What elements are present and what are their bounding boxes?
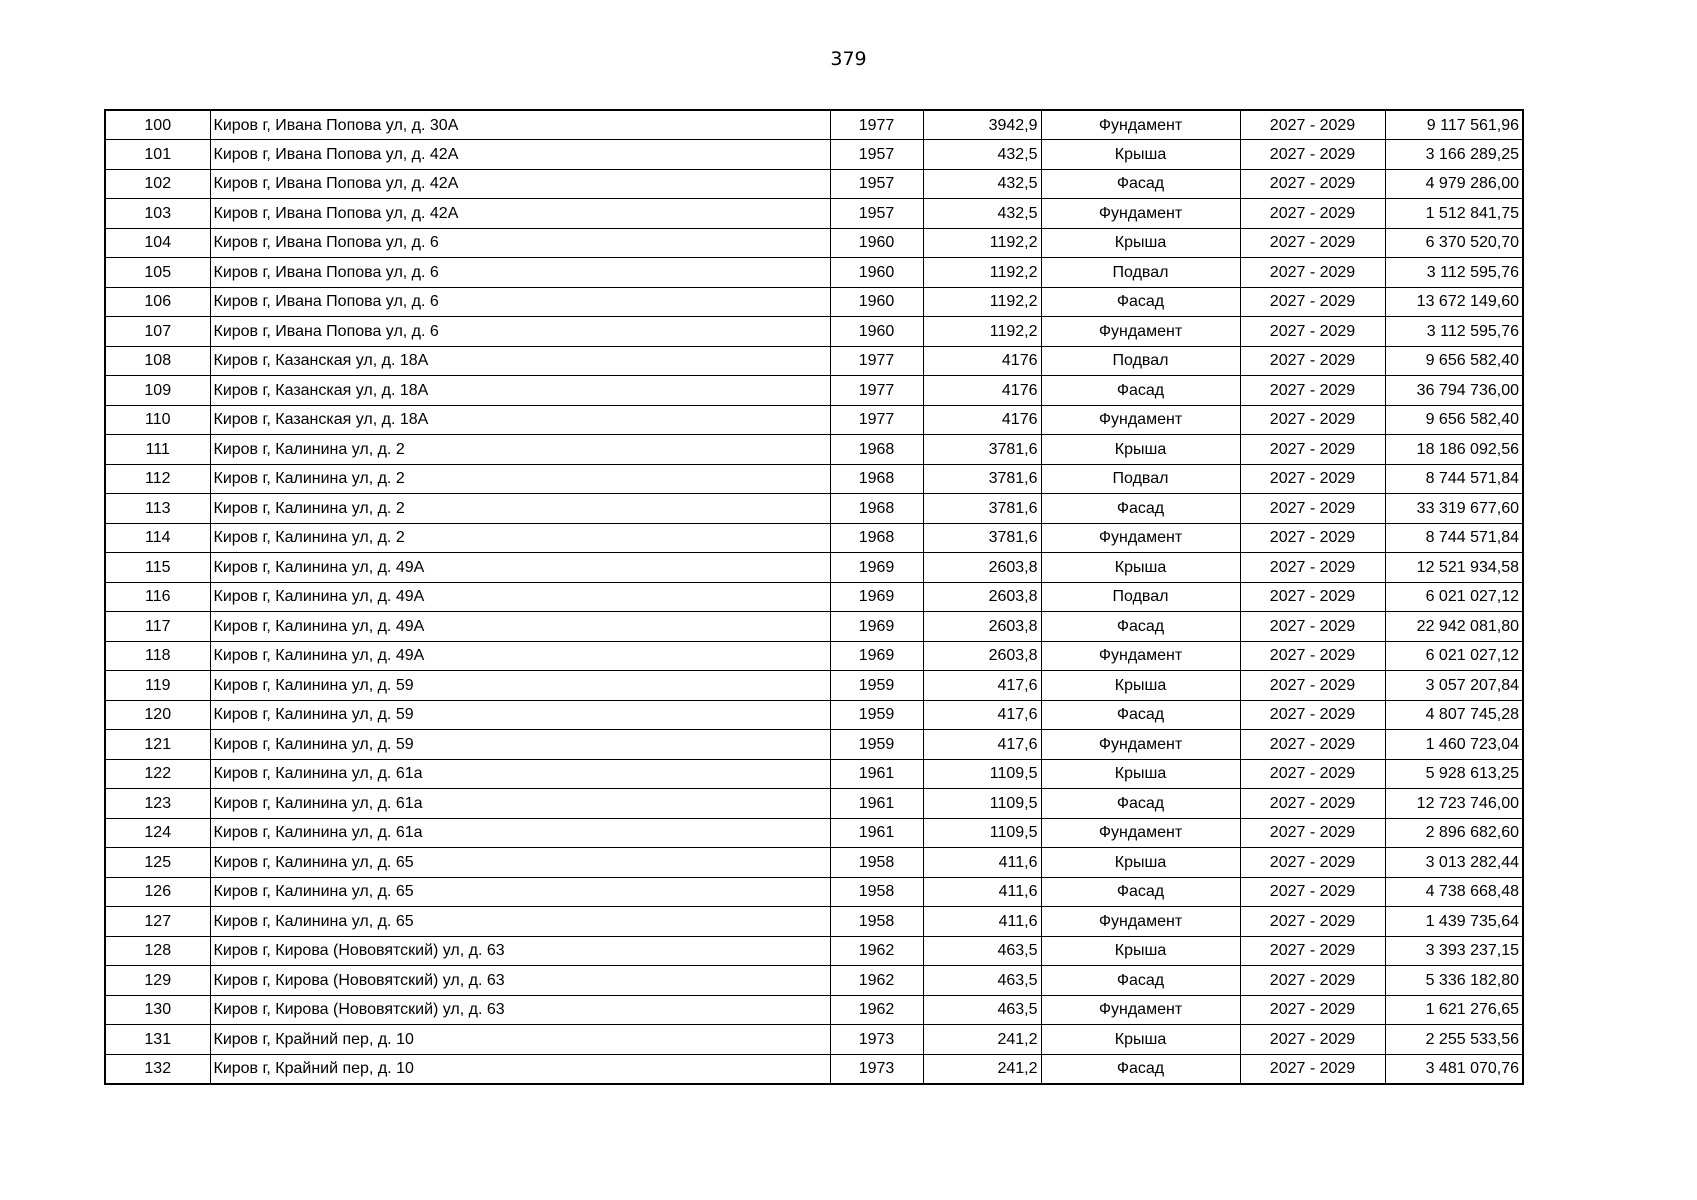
address-cell: Киров г, Казанская ул, д. 18А — [210, 346, 830, 376]
year-cell: 1960 — [830, 258, 923, 288]
row-number-cell: 103 — [105, 199, 210, 229]
address-cell: Киров г, Калинина ул, д. 49А — [210, 553, 830, 583]
work-type-cell: Фундамент — [1041, 995, 1240, 1025]
period-cell: 2027 - 2029 — [1240, 936, 1385, 966]
table-row — [105, 435, 1523, 465]
work-type-cell: Подвал — [1041, 464, 1240, 494]
cost-cell: 33 319 677,60 — [1385, 494, 1523, 524]
year-cell: 1969 — [830, 553, 923, 583]
period-cell: 2027 - 2029 — [1240, 1025, 1385, 1055]
table-row — [105, 199, 1523, 229]
work-type-cell: Фундамент — [1041, 730, 1240, 760]
address-cell: Киров г, Кирова (Нововятский) ул, д. 63 — [210, 936, 830, 966]
cost-cell: 6 370 520,70 — [1385, 228, 1523, 258]
register-table — [104, 109, 1524, 1085]
period-cell: 2027 - 2029 — [1240, 966, 1385, 996]
row-number-cell: 132 — [105, 1054, 210, 1084]
work-type-cell: Фундамент — [1041, 110, 1240, 140]
cost-cell: 2 255 533,56 — [1385, 1025, 1523, 1055]
period-cell: 2027 - 2029 — [1240, 848, 1385, 878]
address-cell: Киров г, Ивана Попова ул, д. 6 — [210, 258, 830, 288]
work-type-cell: Фасад — [1041, 287, 1240, 317]
address-cell: Киров г, Калинина ул, д. 49А — [210, 612, 830, 642]
cost-cell: 3 112 595,76 — [1385, 258, 1523, 288]
table-row — [105, 936, 1523, 966]
year-cell: 1969 — [830, 612, 923, 642]
table-row — [105, 553, 1523, 583]
period-cell: 2027 - 2029 — [1240, 612, 1385, 642]
table-row — [105, 700, 1523, 730]
address-cell: Киров г, Калинина ул, д. 65 — [210, 907, 830, 937]
work-type-cell: Подвал — [1041, 346, 1240, 376]
area-cell: 1192,2 — [923, 258, 1041, 288]
table-row — [105, 464, 1523, 494]
cost-cell: 1 512 841,75 — [1385, 199, 1523, 229]
row-number-cell: 123 — [105, 789, 210, 819]
work-type-cell: Крыша — [1041, 228, 1240, 258]
row-number-cell: 107 — [105, 317, 210, 347]
period-cell: 2027 - 2029 — [1240, 641, 1385, 671]
address-cell: Киров г, Ивана Попова ул, д. 30А — [210, 110, 830, 140]
row-number-cell: 115 — [105, 553, 210, 583]
area-cell: 1109,5 — [923, 759, 1041, 789]
table-row — [105, 641, 1523, 671]
area-cell: 3942,9 — [923, 110, 1041, 140]
cost-cell: 9 656 582,40 — [1385, 346, 1523, 376]
table-row — [105, 317, 1523, 347]
year-cell: 1973 — [830, 1025, 923, 1055]
work-type-cell: Фундамент — [1041, 641, 1240, 671]
address-cell: Киров г, Кирова (Нововятский) ул, д. 63 — [210, 966, 830, 996]
year-cell: 1958 — [830, 877, 923, 907]
cost-cell: 8 744 571,84 — [1385, 464, 1523, 494]
address-cell: Киров г, Калинина ул, д. 61а — [210, 789, 830, 819]
cost-cell: 4 738 668,48 — [1385, 877, 1523, 907]
address-cell: Киров г, Калинина ул, д. 2 — [210, 435, 830, 465]
table-row — [105, 877, 1523, 907]
work-type-cell: Фасад — [1041, 1054, 1240, 1084]
row-number-cell: 112 — [105, 464, 210, 494]
area-cell: 1109,5 — [923, 789, 1041, 819]
address-cell: Киров г, Калинина ул, д. 59 — [210, 700, 830, 730]
cost-cell: 12 521 934,58 — [1385, 553, 1523, 583]
address-cell: Киров г, Калинина ул, д. 65 — [210, 848, 830, 878]
period-cell: 2027 - 2029 — [1240, 199, 1385, 229]
address-cell: Киров г, Кирова (Нововятский) ул, д. 63 — [210, 995, 830, 1025]
year-cell: 1959 — [830, 671, 923, 701]
row-number-cell: 116 — [105, 582, 210, 612]
row-number-cell: 109 — [105, 376, 210, 406]
period-cell: 2027 - 2029 — [1240, 376, 1385, 406]
work-type-cell: Фасад — [1041, 376, 1240, 406]
year-cell: 1957 — [830, 199, 923, 229]
area-cell: 411,6 — [923, 877, 1041, 907]
address-cell: Киров г, Крайний пер, д. 10 — [210, 1025, 830, 1055]
area-cell: 432,5 — [923, 169, 1041, 199]
area-cell: 1192,2 — [923, 317, 1041, 347]
year-cell: 1969 — [830, 641, 923, 671]
cost-cell: 3 166 289,25 — [1385, 140, 1523, 170]
period-cell: 2027 - 2029 — [1240, 228, 1385, 258]
area-cell: 4176 — [923, 405, 1041, 435]
cost-cell: 18 186 092,56 — [1385, 435, 1523, 465]
area-cell: 417,6 — [923, 700, 1041, 730]
area-cell: 463,5 — [923, 995, 1041, 1025]
period-cell: 2027 - 2029 — [1240, 759, 1385, 789]
area-cell: 2603,8 — [923, 582, 1041, 612]
table-row — [105, 140, 1523, 170]
work-type-cell: Подвал — [1041, 582, 1240, 612]
cost-cell: 5 928 613,25 — [1385, 759, 1523, 789]
cost-cell: 6 021 027,12 — [1385, 582, 1523, 612]
work-type-cell: Фасад — [1041, 877, 1240, 907]
area-cell: 241,2 — [923, 1054, 1041, 1084]
year-cell: 1961 — [830, 789, 923, 819]
cost-cell: 6 021 027,12 — [1385, 641, 1523, 671]
cost-cell: 3 057 207,84 — [1385, 671, 1523, 701]
year-cell: 1958 — [830, 907, 923, 937]
address-cell: Киров г, Калинина ул, д. 59 — [210, 730, 830, 760]
area-cell: 4176 — [923, 346, 1041, 376]
area-cell: 2603,8 — [923, 553, 1041, 583]
row-number-cell: 129 — [105, 966, 210, 996]
table-row — [105, 376, 1523, 406]
row-number-cell: 121 — [105, 730, 210, 760]
period-cell: 2027 - 2029 — [1240, 995, 1385, 1025]
year-cell: 1957 — [830, 140, 923, 170]
cost-cell: 5 336 182,80 — [1385, 966, 1523, 996]
cost-cell: 1 439 735,64 — [1385, 907, 1523, 937]
address-cell: Киров г, Калинина ул, д. 49А — [210, 641, 830, 671]
address-cell: Киров г, Ивана Попова ул, д. 6 — [210, 317, 830, 347]
period-cell: 2027 - 2029 — [1240, 877, 1385, 907]
area-cell: 241,2 — [923, 1025, 1041, 1055]
row-number-cell: 122 — [105, 759, 210, 789]
row-number-cell: 111 — [105, 435, 210, 465]
area-cell: 411,6 — [923, 848, 1041, 878]
cost-cell: 3 481 070,76 — [1385, 1054, 1523, 1084]
address-cell: Киров г, Крайний пер, д. 10 — [210, 1054, 830, 1084]
table-row — [105, 730, 1523, 760]
address-cell: Киров г, Калинина ул, д. 49А — [210, 582, 830, 612]
cost-cell: 2 896 682,60 — [1385, 818, 1523, 848]
address-cell: Киров г, Ивана Попова ул, д. 42А — [210, 140, 830, 170]
work-type-cell: Крыша — [1041, 671, 1240, 701]
work-type-cell: Крыша — [1041, 848, 1240, 878]
period-cell: 2027 - 2029 — [1240, 435, 1385, 465]
row-number-cell: 105 — [105, 258, 210, 288]
work-type-cell: Крыша — [1041, 759, 1240, 789]
cost-cell: 9 656 582,40 — [1385, 405, 1523, 435]
year-cell: 1968 — [830, 523, 923, 553]
table-row — [105, 818, 1523, 848]
row-number-cell: 110 — [105, 405, 210, 435]
year-cell: 1973 — [830, 1054, 923, 1084]
row-number-cell: 117 — [105, 612, 210, 642]
year-cell: 1962 — [830, 995, 923, 1025]
area-cell: 463,5 — [923, 966, 1041, 996]
period-cell: 2027 - 2029 — [1240, 730, 1385, 760]
table-row — [105, 671, 1523, 701]
cost-cell: 3 112 595,76 — [1385, 317, 1523, 347]
work-type-cell: Фундамент — [1041, 199, 1240, 229]
work-type-cell: Фундамент — [1041, 818, 1240, 848]
row-number-cell: 102 — [105, 169, 210, 199]
table-row — [105, 346, 1523, 376]
year-cell: 1957 — [830, 169, 923, 199]
row-number-cell: 128 — [105, 936, 210, 966]
table-row — [105, 995, 1523, 1025]
area-cell: 3781,6 — [923, 494, 1041, 524]
year-cell: 1960 — [830, 287, 923, 317]
period-cell: 2027 - 2029 — [1240, 582, 1385, 612]
year-cell: 1968 — [830, 464, 923, 494]
cost-cell: 9 117 561,96 — [1385, 110, 1523, 140]
period-cell: 2027 - 2029 — [1240, 169, 1385, 199]
area-cell: 463,5 — [923, 936, 1041, 966]
period-cell: 2027 - 2029 — [1240, 553, 1385, 583]
address-cell: Киров г, Калинина ул, д. 2 — [210, 523, 830, 553]
row-number-cell: 113 — [105, 494, 210, 524]
table-row — [105, 494, 1523, 524]
period-cell: 2027 - 2029 — [1240, 140, 1385, 170]
table-row — [105, 759, 1523, 789]
work-type-cell: Крыша — [1041, 435, 1240, 465]
period-cell: 2027 - 2029 — [1240, 494, 1385, 524]
year-cell: 1960 — [830, 228, 923, 258]
table-row — [105, 287, 1523, 317]
address-cell: Киров г, Ивана Попова ул, д. 42А — [210, 199, 830, 229]
cost-cell: 36 794 736,00 — [1385, 376, 1523, 406]
work-type-cell: Фасад — [1041, 612, 1240, 642]
period-cell: 2027 - 2029 — [1240, 110, 1385, 140]
area-cell: 4176 — [923, 376, 1041, 406]
period-cell: 2027 - 2029 — [1240, 523, 1385, 553]
year-cell: 1962 — [830, 966, 923, 996]
cost-cell: 3 013 282,44 — [1385, 848, 1523, 878]
period-cell: 2027 - 2029 — [1240, 258, 1385, 288]
work-type-cell: Фасад — [1041, 966, 1240, 996]
table-row — [105, 848, 1523, 878]
address-cell: Киров г, Ивана Попова ул, д. 42А — [210, 169, 830, 199]
row-number-cell: 108 — [105, 346, 210, 376]
row-number-cell: 124 — [105, 818, 210, 848]
work-type-cell: Фасад — [1041, 789, 1240, 819]
register-table-body — [105, 110, 1523, 1084]
row-number-cell: 100 — [105, 110, 210, 140]
work-type-cell: Крыша — [1041, 140, 1240, 170]
year-cell: 1968 — [830, 435, 923, 465]
period-cell: 2027 - 2029 — [1240, 789, 1385, 819]
area-cell: 2603,8 — [923, 612, 1041, 642]
area-cell: 411,6 — [923, 907, 1041, 937]
year-cell: 1977 — [830, 346, 923, 376]
row-number-cell: 126 — [105, 877, 210, 907]
cost-cell: 1 460 723,04 — [1385, 730, 1523, 760]
row-number-cell: 104 — [105, 228, 210, 258]
table-row — [105, 1025, 1523, 1055]
area-cell: 3781,6 — [923, 435, 1041, 465]
area-cell: 432,5 — [923, 140, 1041, 170]
table-row — [105, 612, 1523, 642]
row-number-cell: 114 — [105, 523, 210, 553]
cost-cell: 22 942 081,80 — [1385, 612, 1523, 642]
table-row — [105, 523, 1523, 553]
address-cell: Киров г, Ивана Попова ул, д. 6 — [210, 228, 830, 258]
area-cell: 1192,2 — [923, 287, 1041, 317]
row-number-cell: 130 — [105, 995, 210, 1025]
cost-cell: 4 979 286,00 — [1385, 169, 1523, 199]
cost-cell: 8 744 571,84 — [1385, 523, 1523, 553]
period-cell: 2027 - 2029 — [1240, 346, 1385, 376]
row-number-cell: 131 — [105, 1025, 210, 1055]
period-cell: 2027 - 2029 — [1240, 818, 1385, 848]
work-type-cell: Крыша — [1041, 936, 1240, 966]
year-cell: 1969 — [830, 582, 923, 612]
table-row — [105, 582, 1523, 612]
cost-cell: 12 723 746,00 — [1385, 789, 1523, 819]
area-cell: 1192,2 — [923, 228, 1041, 258]
period-cell: 2027 - 2029 — [1240, 317, 1385, 347]
area-cell: 2603,8 — [923, 641, 1041, 671]
address-cell: Киров г, Калинина ул, д. 61а — [210, 818, 830, 848]
work-type-cell: Фасад — [1041, 700, 1240, 730]
period-cell: 2027 - 2029 — [1240, 700, 1385, 730]
work-type-cell: Фундамент — [1041, 907, 1240, 937]
period-cell: 2027 - 2029 — [1240, 1054, 1385, 1084]
work-type-cell: Фасад — [1041, 494, 1240, 524]
address-cell: Киров г, Казанская ул, д. 18А — [210, 405, 830, 435]
cost-cell: 3 393 237,15 — [1385, 936, 1523, 966]
area-cell: 3781,6 — [923, 464, 1041, 494]
table-row — [105, 907, 1523, 937]
table-row — [105, 110, 1523, 140]
table-row — [105, 258, 1523, 288]
address-cell: Киров г, Калинина ул, д. 65 — [210, 877, 830, 907]
work-type-cell: Подвал — [1041, 258, 1240, 288]
row-number-cell: 118 — [105, 641, 210, 671]
address-cell: Киров г, Калинина ул, д. 61а — [210, 759, 830, 789]
work-type-cell: Крыша — [1041, 553, 1240, 583]
address-cell: Киров г, Калинина ул, д. 2 — [210, 464, 830, 494]
table-row — [105, 169, 1523, 199]
table-row — [105, 1054, 1523, 1084]
row-number-cell: 125 — [105, 848, 210, 878]
period-cell: 2027 - 2029 — [1240, 907, 1385, 937]
table-row — [105, 228, 1523, 258]
cost-cell: 13 672 149,60 — [1385, 287, 1523, 317]
area-cell: 3781,6 — [923, 523, 1041, 553]
period-cell: 2027 - 2029 — [1240, 671, 1385, 701]
area-cell: 417,6 — [923, 671, 1041, 701]
year-cell: 1958 — [830, 848, 923, 878]
year-cell: 1960 — [830, 317, 923, 347]
row-number-cell: 120 — [105, 700, 210, 730]
table-row — [105, 966, 1523, 996]
address-cell: Киров г, Ивана Попова ул, д. 6 — [210, 287, 830, 317]
work-type-cell: Фундамент — [1041, 523, 1240, 553]
work-type-cell: Фасад — [1041, 169, 1240, 199]
row-number-cell: 101 — [105, 140, 210, 170]
year-cell: 1968 — [830, 494, 923, 524]
work-type-cell: Фундамент — [1041, 405, 1240, 435]
address-cell: Киров г, Калинина ул, д. 59 — [210, 671, 830, 701]
area-cell: 1109,5 — [923, 818, 1041, 848]
year-cell: 1959 — [830, 730, 923, 760]
row-number-cell: 119 — [105, 671, 210, 701]
year-cell: 1961 — [830, 759, 923, 789]
year-cell: 1977 — [830, 376, 923, 406]
period-cell: 2027 - 2029 — [1240, 405, 1385, 435]
period-cell: 2027 - 2029 — [1240, 287, 1385, 317]
row-number-cell: 106 — [105, 287, 210, 317]
work-type-cell: Фундамент — [1041, 317, 1240, 347]
page-number: 379 — [830, 48, 867, 70]
year-cell: 1977 — [830, 405, 923, 435]
area-cell: 417,6 — [923, 730, 1041, 760]
table-row — [105, 405, 1523, 435]
year-cell: 1962 — [830, 936, 923, 966]
table-row — [105, 789, 1523, 819]
year-cell: 1961 — [830, 818, 923, 848]
year-cell: 1977 — [830, 110, 923, 140]
cost-cell: 1 621 276,65 — [1385, 995, 1523, 1025]
year-cell: 1959 — [830, 700, 923, 730]
work-type-cell: Крыша — [1041, 1025, 1240, 1055]
row-number-cell: 127 — [105, 907, 210, 937]
period-cell: 2027 - 2029 — [1240, 464, 1385, 494]
cost-cell: 4 807 745,28 — [1385, 700, 1523, 730]
address-cell: Киров г, Казанская ул, д. 18А — [210, 376, 830, 406]
area-cell: 432,5 — [923, 199, 1041, 229]
address-cell: Киров г, Калинина ул, д. 2 — [210, 494, 830, 524]
